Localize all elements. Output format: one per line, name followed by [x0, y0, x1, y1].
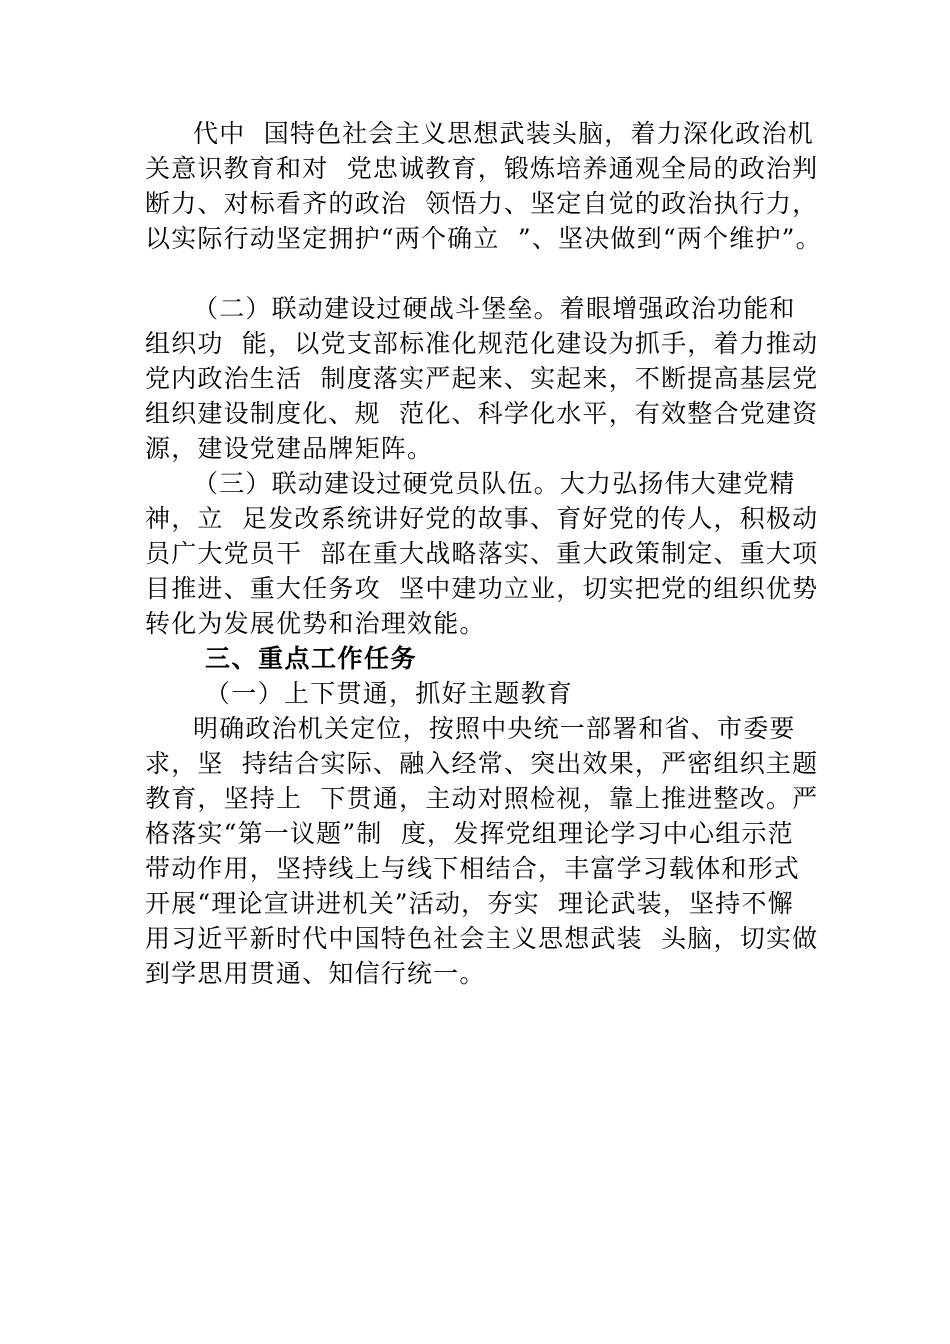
para4-line-1: 明确政治机关定位，按照中央统一部署和省、市委要 [193, 714, 796, 743]
para3-line-4: 目推进、重大任务攻 坚中建功立业，切实把党的组织优势 [145, 574, 819, 603]
section-heading: 三、重点工作任务 [205, 644, 418, 673]
para4-line-8: 到学思用贯通、知信行统一。 [145, 959, 486, 988]
para2-line-5: 源，建设党建品牌矩阵。 [145, 434, 434, 463]
para1-line-3: 断力、对标看齐的政治 领悟力、坚定自觉的政治执行力， [145, 189, 819, 218]
sub-heading: （一）上下贯通，抓好主题教育 [205, 679, 574, 708]
para4-line-6: 开展“理论宣讲进机关”活动，夯实 理论武装，坚持不懈 [145, 889, 794, 918]
para2-line-3: 党内政治生活 制度落实严起来、实起来，不断提高基层党 [145, 364, 819, 393]
para4-line-5: 带动作用，坚持线上与线下相结合，丰富学习载体和形式 [145, 854, 801, 883]
para1-line-2: 关意识教育和对 党忠诚教育，锻炼培养通观全局的政治判 [145, 154, 819, 183]
para2-line-1: （二）联动建设过硬战斗堡垒。着眼增强政治功能和 [193, 294, 796, 323]
para2-line-4: 组织建设制度化、规 范化、科学化水平，有效整合党建资 [145, 399, 819, 428]
para4-line-2: 求，坚 持结合实际、融入经常、突出效果，严密组织主题 [145, 749, 819, 778]
para2-line-2: 组织功 能，以党支部标准化规范化建设为抓手，着力推动 [145, 329, 819, 358]
para4-line-4: 格落实“第一议题”制 度，发挥党组理论学习中心组示范 [145, 819, 794, 848]
para4-line-7: 用习近平新时代中国特色社会主义思想武装 头脑，切实做 [145, 924, 819, 953]
para3-line-5: 转化为发展优势和治理效能。 [145, 609, 486, 638]
para3-line-3: 员广大党员干 部在重大战略落实、重大政策制定、重大项 [145, 539, 819, 568]
para4-line-3: 教育，坚持上 下贯通，主动对照检视，靠上推进整改。严 [145, 784, 819, 813]
para1-line-4: 以实际行动坚定拥护“两个确立 ”、坚决做到“两个维护”。 [145, 224, 822, 253]
para3-line-2: 神，立 足发改系统讲好党的故事、育好党的传人，积极动 [145, 504, 819, 533]
para1-line-1: 代中 国特色社会主义思想武装头脑，着力深化政治机 [193, 119, 814, 148]
para3-line-1: （三）联动建设过硬党员队伍。大力弘扬伟大建党精 [193, 469, 796, 498]
